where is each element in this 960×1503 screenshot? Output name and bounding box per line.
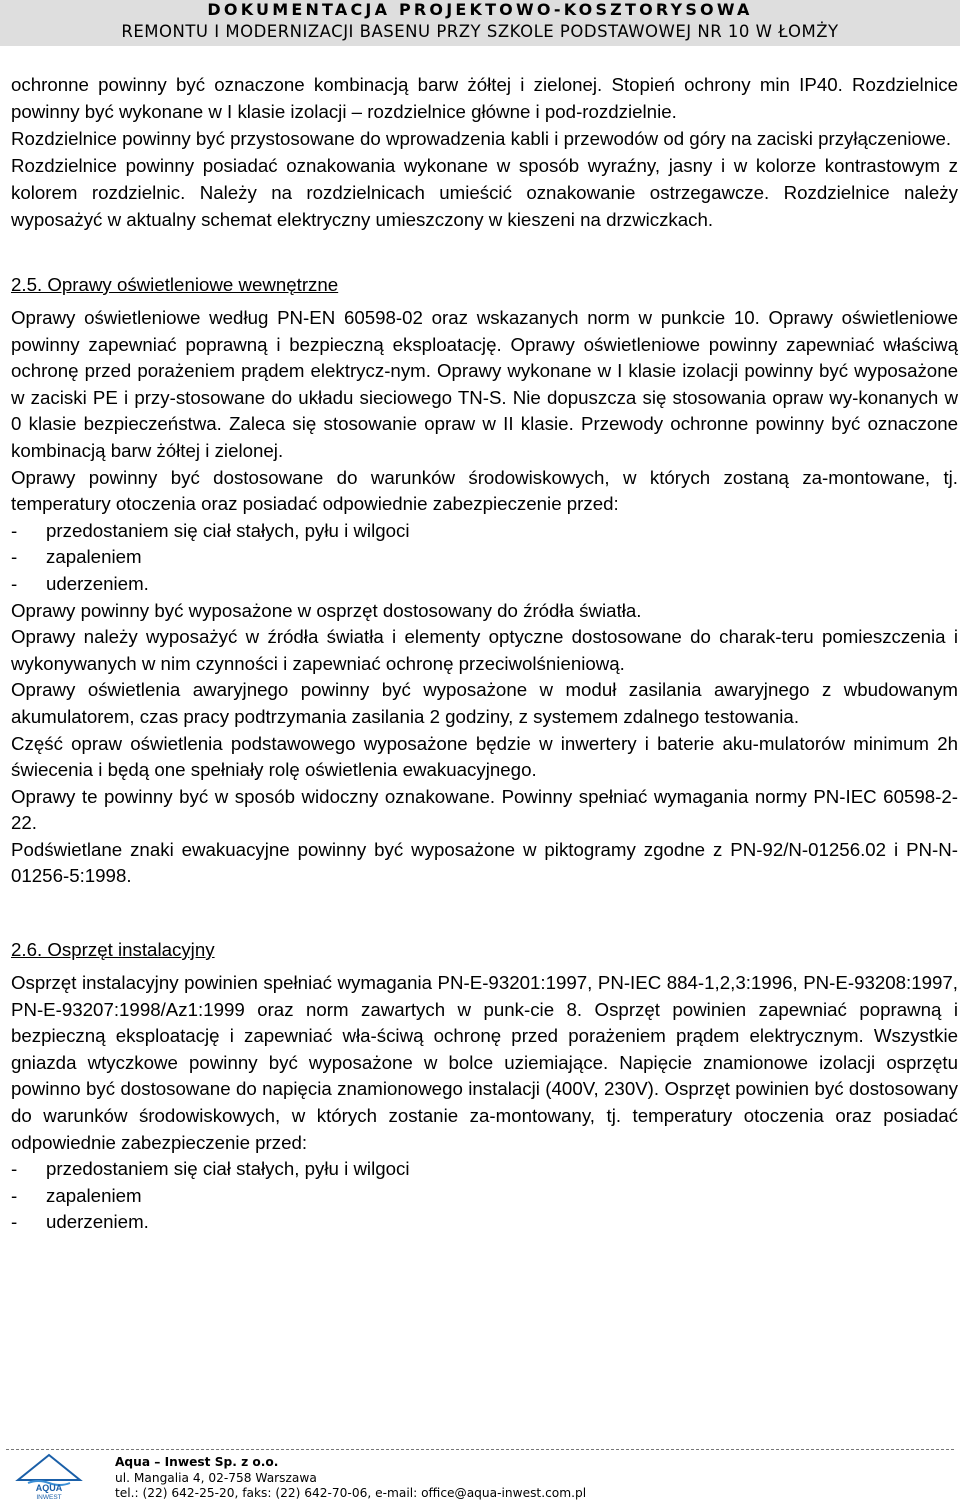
paragraph: Osprzęt instalacyjny powinien spełniać wymagania PN-E-93201:1997, PN-IEC 884-1,2,3:1996, PN-E-93208:1997, PN-E-93207:1998/Az1:1999 oraz norm zawartych w punk-cie 8. Osprzęt powinien zapewniać poprawną i bezpieczną eksploatację i zapewniać wła-ściwą ochronę przed porażeniem prądem elektrycznym. Wszystkie gniazda wtyczkowe powinny być wyposażone w bolce uziemiające. Napięcie znamionowe izolacji osprzętu powinno być dostosowane do napięcia znamionowego instalacji (400V, 230V). Osprzęt powinien być dostosowany do warunków środowiskowych, w których zostanie za-montowany, tj. temperatury otoczenia oraz posiadać odpowiednie zabezpieczenie przed: xyxy=(11,972,958,1153)
paragraph: Oprawy powinny być wyposażone w osprzęt dostosowany do źródła światła. xyxy=(11,599,642,621)
company-address: ul. Mangalia 4, 02-758 Warszawa xyxy=(115,1470,317,1485)
paragraph: Oprawy oświetleniowe według PN-EN 60598-02 oraz wskazanych norm w punkcie 10. Oprawy oświetleniowe powinny zapewniać poprawną i bezpieczną eksploatację. Oprawy oświetleniowe powinny zapewniać właściwą ochronę przed porażeniem prądem elektrycz-nym. Oprawy wykonane w I klasie izolacji powinny być wyposażone w zaciski PE i przy-stosowane do układu sieciowego TN-S. Nie dopuszcza się stosowania opraw wy-konanych w 0 klasie bezpieczeństwa. Zaleca się stosowanie opraw w II klasie. Przewody ochronne powinny być oznaczone kombinacją barw żółtej i zielonej. xyxy=(11,307,958,461)
paragraph: ochronne powinny być oznaczone kombinacją barw żółtej i zielonej. Stopień ochrony min IP40. Rozdzielnice powinny być wykonane w I klasie izolacji – rozdzielnice główne i pod-rozdzielnie. xyxy=(11,74,958,122)
project-title: REMONTU I MODERNIZACJI BASENU PRZY SZKOLE PODSTAWOWEJ NR 10 W ŁOMŻY xyxy=(121,22,839,41)
dash-marker: - xyxy=(11,1211,18,1233)
company-contact: tel.: (22) 642-25-20, faks: (22) 642-70-06, e-mail: office@aqua-inwest.com.pl xyxy=(115,1486,587,1500)
document-body xyxy=(11,71,958,1236)
paragraph: Oprawy te powinny być w sposób widoczny oznakowane. Powinny spełniać wymagania normy PN-IEC 60598-2-22. xyxy=(11,785,958,834)
bullet-list xyxy=(11,518,958,598)
dash-marker: - xyxy=(11,519,18,541)
list-item-text: przedostaniem się ciał stałych, pyłu i wilgoci xyxy=(46,1158,410,1180)
paragraph: Oprawy oświetlenia awaryjnego powinny być wyposażone w moduł zasilania awaryjnego z wbudowanym akumulatorem, czas pracy podtrzymania zasilania 2 godziny, z systemem zdalnego testowania. xyxy=(11,679,958,727)
list-item xyxy=(11,571,958,598)
section-heading: 2.6. Osprzęt instalacyjny xyxy=(11,939,215,961)
dash-marker: - xyxy=(11,1158,18,1180)
company-name: Aqua – Inwest Sp. z o.o. xyxy=(115,1455,279,1469)
list-item-text: przedostaniem się ciał stałych, pyłu i wilgoci xyxy=(46,519,410,541)
bullet-list xyxy=(11,1156,958,1236)
section-2-5 xyxy=(11,271,958,890)
list-item-text: uderzeniem. xyxy=(46,1211,149,1233)
list-item xyxy=(11,544,958,571)
company-logo xyxy=(14,1453,84,1501)
list-item xyxy=(11,1156,958,1183)
logo-roof-shape xyxy=(18,1455,80,1480)
paragraph: Oprawy należy wyposażyć w źródła światła i elementy optyczne dostosowane do charak-teru pomieszczenia i wykonywanych w nim czynności i zapewniać ochronę przeciwolśnieniową. xyxy=(11,626,958,674)
footer-contact xyxy=(115,1455,586,1502)
section-2-6 xyxy=(11,936,958,1236)
list-item-text: zapaleniem xyxy=(46,546,142,568)
list-item-text: zapaleniem xyxy=(46,1184,142,1206)
dash-marker: - xyxy=(11,572,18,594)
dash-marker: - xyxy=(11,1184,18,1206)
paragraph: Podświetlane znaki ewakuacyjne powinny być wyposażone w piktogramy zgodne z PN-92/N-01256.02 i PN-N-01256-5:1998. xyxy=(11,838,958,887)
footer-divider xyxy=(6,1449,954,1450)
dash-marker: - xyxy=(11,546,18,568)
paragraph: Rozdzielnice powinny być przystosowane do wprowadzenia kabli i przewodów od góry na zaciski przyłączeniowe. xyxy=(11,128,952,149)
section-heading: 2.5. Oprawy oświetleniowe wewnętrzne xyxy=(11,274,339,295)
paragraph: Rozdzielnice powinny posiadać oznakowania wykonane w sposób wyraźny, jasny i w kolorze kontrastowym z kolorem rozdzielnic. Należy na rozdzielnicach umieścić oznakowanie ostrzegawcze. Rozdzielnice należy wyposażyć w aktualny schemat elektryczny umieszczony w kieszeni na drzwiczkach. xyxy=(11,155,958,230)
logo-text-aqua: AQUA xyxy=(35,1483,63,1493)
paragraph: Oprawy powinny być dostosowane do warunków środowiskowych, w których zostaną za-montowane, tj. temperatury otoczenia oraz posiadać odpowiednie zabezpieczenie przed: xyxy=(11,466,958,515)
list-item xyxy=(11,1183,958,1210)
list-item-text: uderzeniem. xyxy=(46,572,149,594)
section-intro xyxy=(11,71,958,233)
list-item xyxy=(11,1209,958,1236)
document-type-title: DOKUMENTACJA PROJEKTOWO-KOSZTORYSOWA xyxy=(207,0,753,19)
list-item xyxy=(11,518,958,545)
logo-text-inwest: INWEST xyxy=(36,1494,62,1501)
document-header xyxy=(0,0,960,46)
paragraph: Część opraw oświetlenia podstawowego wyposażone będzie w inwertery i baterie aku-mulatorów minimum 2h świecenia i będą one spełniały rolę oświetlenia ewakuacyjnego. xyxy=(11,732,958,781)
